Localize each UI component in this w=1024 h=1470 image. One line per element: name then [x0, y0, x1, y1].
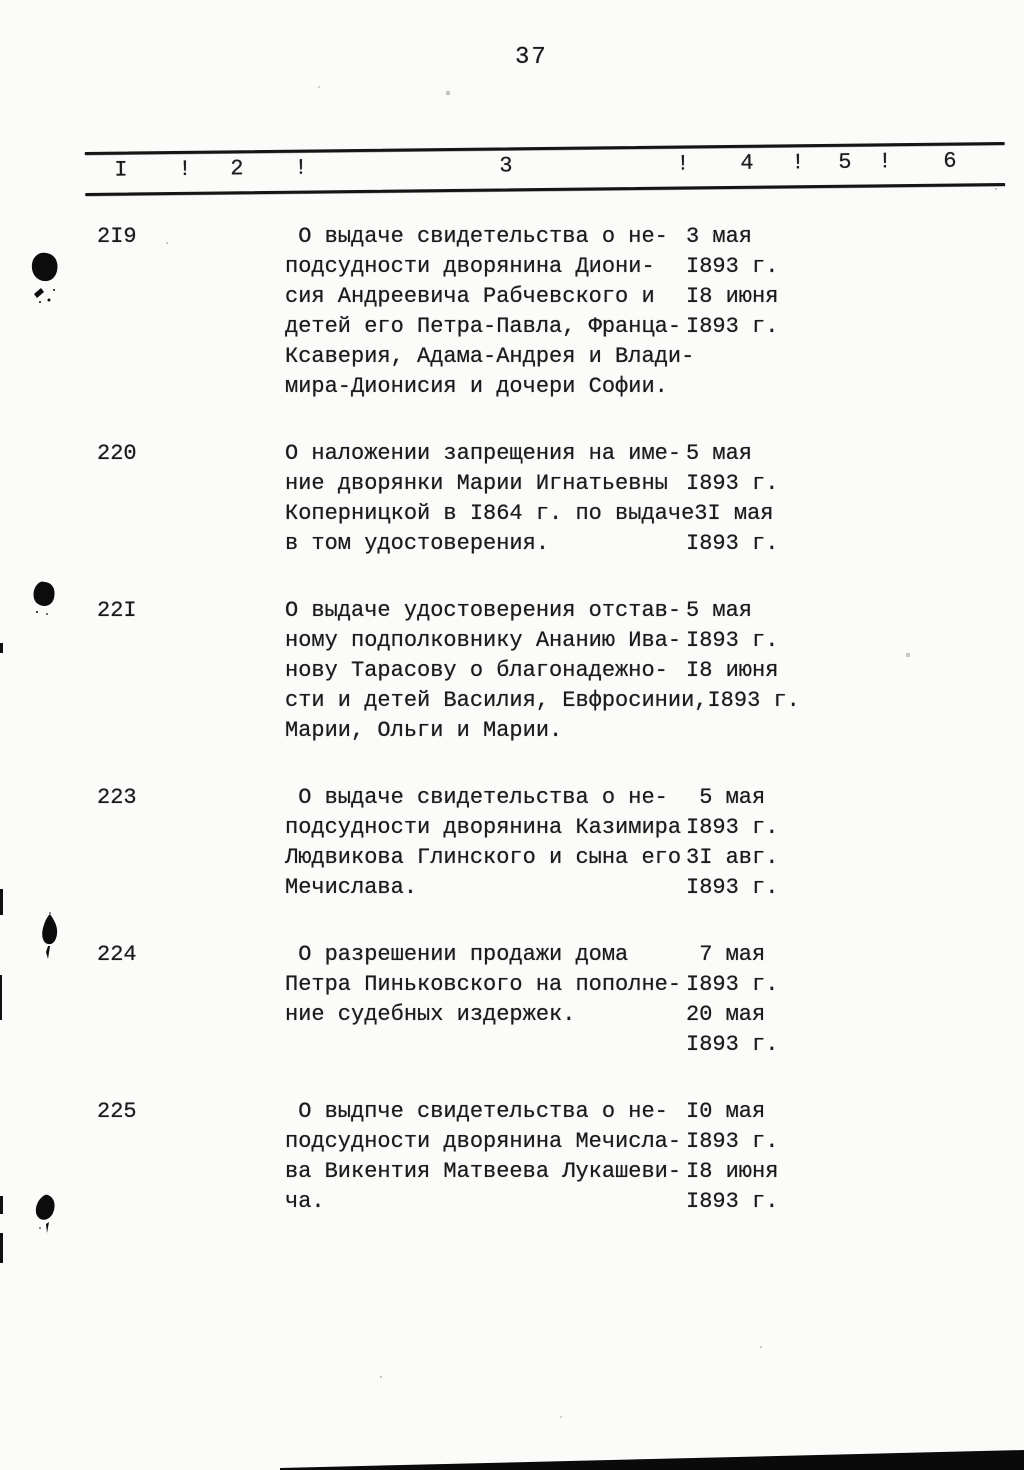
entry-description-line: О выдаче удостоверения отстав- — [285, 598, 682, 623]
entry-description-line: сти и детей Василия, Евфросинии, — [285, 688, 708, 713]
entry-description-line: Петра Пиньковского на пополне- — [285, 972, 682, 997]
ink-blot — [38, 912, 60, 960]
entry-lines — [285, 1097, 1024, 1217]
entry-line — [285, 1187, 1024, 1217]
header-cell-4: 4 — [740, 150, 754, 176]
header-rule-top — [85, 142, 1005, 155]
entry-line — [285, 499, 1024, 529]
entry-number: 22I — [97, 598, 137, 623]
entry-date-line: I893 г. — [686, 972, 779, 997]
entry-line — [285, 529, 1024, 559]
entry-date-line: I893 г. — [686, 875, 779, 900]
entry-date-line: I893 г. — [707, 688, 800, 713]
entry-line — [285, 342, 1024, 372]
entry-date-line: 5 мая — [686, 785, 766, 810]
entry-date-line: I8 июня — [686, 1159, 779, 1184]
scan-edge-bottom — [0, 1448, 1024, 1470]
entry-description-line: ва Викентия Матвеева Лукашеви- — [285, 1159, 682, 1184]
entry-lines — [285, 783, 1024, 903]
scan-edge-mark — [0, 1196, 3, 1214]
header-separator: ! — [294, 155, 308, 181]
entry-date-line: 3I авг. — [686, 845, 779, 870]
header-cell-3: 3 — [499, 153, 513, 179]
entry-line — [285, 716, 1024, 746]
entry-date-line: 3I мая — [694, 501, 774, 526]
entry-date-line: I893 г. — [686, 1189, 779, 1214]
entry-lines — [285, 940, 1024, 1060]
entry-date-line: I8 июня — [686, 284, 779, 309]
table-row — [0, 222, 1024, 402]
entry-date-line: I8 июня — [686, 658, 779, 683]
entry-date-line: I893 г. — [686, 1032, 779, 1057]
scan-edge-mark — [0, 1233, 3, 1263]
entry-description-line: мира-Дионисия и дочери Софии. — [285, 374, 668, 399]
entry-date-line: 7 мая — [686, 942, 766, 967]
entry-description-line: ние дворянки Марии Игнатьевны — [285, 471, 668, 496]
ink-blot — [31, 580, 57, 620]
entry-line — [285, 970, 1024, 1000]
entry-description-line: ному подполковнику Ананию Ива- — [285, 628, 682, 653]
entry-number: 220 — [97, 441, 137, 466]
entry-description-line: ние судебных издержек. — [285, 1002, 576, 1027]
entry-number: 223 — [97, 785, 137, 810]
table-row — [0, 439, 1024, 559]
entry-date-line: I893 г. — [686, 531, 779, 556]
entry-description-line: О разрешении продажи дома — [285, 942, 629, 967]
entry-line — [285, 1157, 1024, 1187]
ink-blot — [32, 1192, 58, 1236]
entry-description-line: Ксаверия, Адама-Андрея и Влади- — [285, 344, 695, 369]
scan-edge-mark — [0, 889, 3, 915]
entry-date-line: I893 г. — [686, 1129, 779, 1154]
header-separator: ! — [178, 156, 192, 182]
entry-line — [285, 656, 1024, 686]
entry-line — [285, 372, 1024, 402]
entry-lines — [285, 222, 1024, 402]
entry-lines — [285, 439, 1024, 559]
entry-description-line: Коперницкой в I864 г. по выдаче — [285, 501, 695, 526]
entry-description-line: О выдаче свидетельства о не- — [285, 224, 668, 249]
entry-line — [285, 222, 1024, 252]
entry-date-line: I893 г. — [686, 314, 779, 339]
entry-description-line: подсудности дворянина Диони- — [285, 254, 655, 279]
header-separator: ! — [878, 149, 892, 175]
entry-line — [285, 813, 1024, 843]
entry-description-line: в том удостоверения. — [285, 531, 550, 556]
entry-line — [285, 1000, 1024, 1030]
ink-blot — [27, 250, 63, 306]
entry-date-line: 5 мая — [686, 441, 753, 466]
entry-date-line: 3 мая — [686, 224, 753, 249]
entry-line — [285, 439, 1024, 469]
header-separator: ! — [676, 151, 690, 177]
entry-line — [285, 626, 1024, 656]
entry-line — [285, 1127, 1024, 1157]
entry-date-line: I893 г. — [686, 628, 779, 653]
header-cell-5: 5 — [838, 149, 852, 175]
table-row — [0, 596, 1024, 746]
entry-description-line: подсудности дворянина Казимира — [285, 815, 682, 840]
entry-date-line: I893 г. — [686, 471, 779, 496]
header-rule-bottom — [85, 183, 1005, 196]
entry-line — [285, 596, 1024, 626]
entry-line — [285, 843, 1024, 873]
entry-description-line: нову Тарасову о благонадежно- — [285, 658, 668, 683]
entry-description-line: О наложении запрещения на име- — [285, 441, 682, 466]
entry-line — [285, 469, 1024, 499]
table-row — [0, 783, 1024, 903]
entry-date-line: 20 мая — [686, 1002, 766, 1027]
entry-line — [285, 940, 1024, 970]
entry-description-line: детей его Петра-Павла, Франца- — [285, 314, 682, 339]
header-separator: ! — [791, 150, 805, 176]
entry-description-line: О выдаче свидетельства о не- — [285, 785, 668, 810]
scan-edge-mark — [0, 975, 2, 1020]
entry-description-line: Марии, Ольги и Марии. — [285, 718, 563, 743]
entry-date-line: I893 г. — [686, 815, 779, 840]
entry-date-line: 5 мая — [686, 598, 753, 623]
entry-number: 225 — [97, 1099, 137, 1124]
header-cell-6: 6 — [943, 148, 957, 174]
entry-description-line: Мечислава. — [285, 875, 418, 900]
entry-lines — [285, 596, 1024, 746]
entry-line — [285, 873, 1024, 903]
entries — [0, 222, 1024, 1254]
entry-description-line: О выдпче свидетельства о не- — [285, 1099, 668, 1124]
table-row — [0, 1097, 1024, 1217]
entry-line — [285, 686, 1024, 716]
entry-line — [285, 252, 1024, 282]
header-cell-2: 2 — [230, 156, 244, 182]
entry-line — [285, 312, 1024, 342]
entry-line — [285, 1097, 1024, 1127]
table-row — [0, 940, 1024, 1060]
entry-description-line — [285, 1030, 686, 1060]
entry-line — [285, 282, 1024, 312]
entry-description-line: ча. — [285, 1189, 325, 1214]
entry-line — [285, 783, 1024, 813]
page-number: 37 — [515, 44, 548, 71]
entry-number: 224 — [97, 942, 137, 967]
entry-date-line: I893 г. — [686, 254, 779, 279]
entry-line — [285, 1030, 1024, 1060]
entry-description-line: подсудности дворянина Мечисла- — [285, 1129, 682, 1154]
entry-description-line: сия Андреевича Рабчевского и — [285, 284, 655, 309]
scan-edge-mark — [0, 643, 3, 653]
entry-description-line: Людвикова Глинского и сына его — [285, 845, 682, 870]
entry-date-line: I0 мая — [686, 1099, 766, 1124]
entry-number: 2I9 — [97, 224, 137, 249]
paper-specks — [0, 0, 2, 2]
header-cell-1: I — [114, 157, 128, 183]
table-header — [85, 130, 1006, 200]
